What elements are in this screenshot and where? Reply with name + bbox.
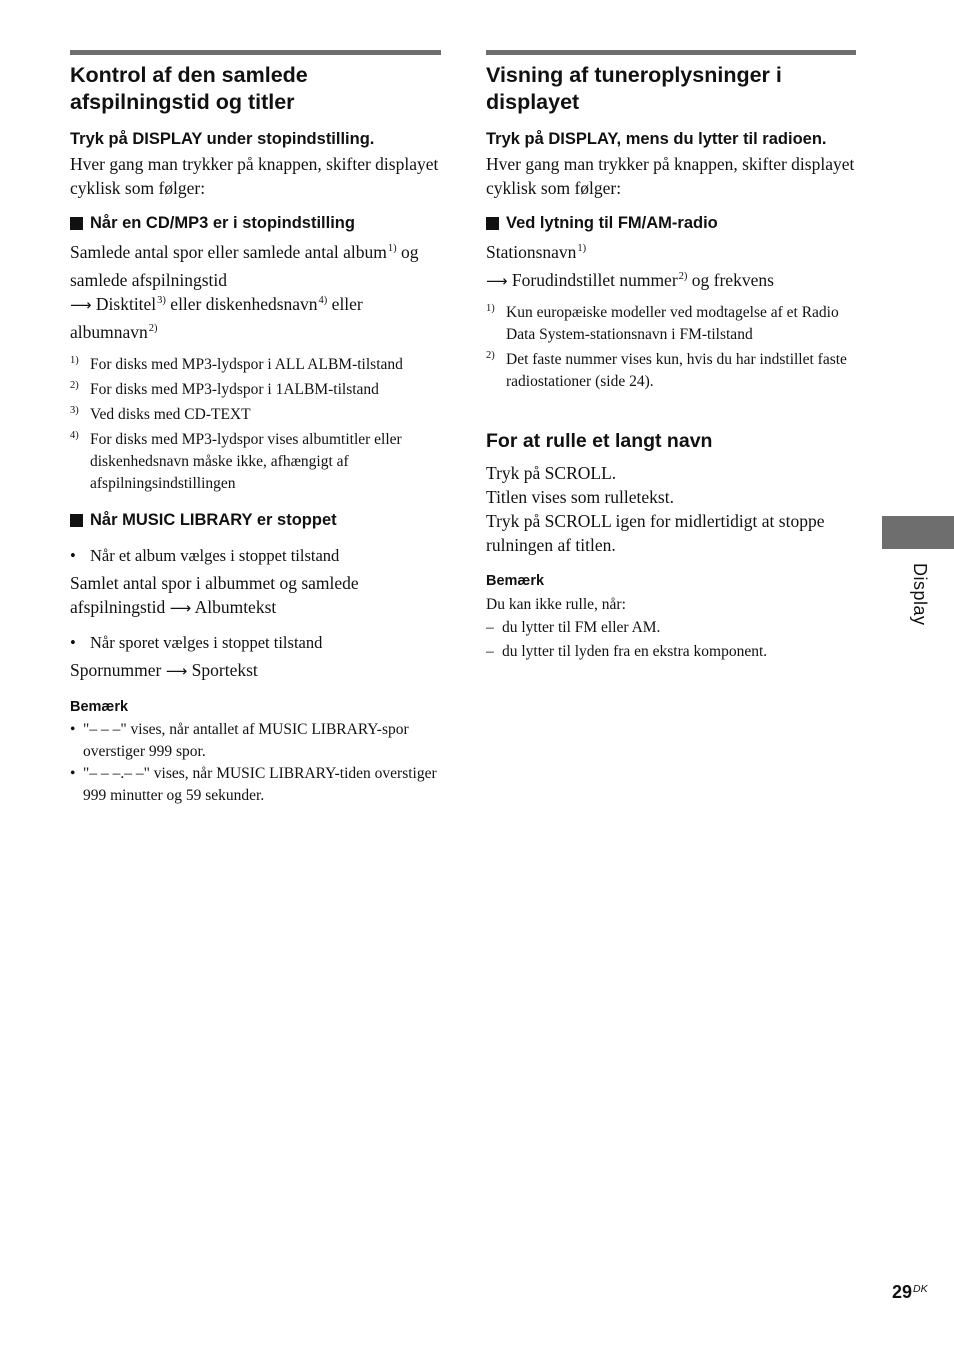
note-item: [70, 763, 441, 807]
dash-icon: –: [486, 643, 494, 660]
footnote-number: 1): [70, 355, 79, 366]
seq-text: Sportekst: [187, 660, 258, 680]
right-instruction: Tryk på DISPLAY, mens du lytter til radioen.: [486, 130, 827, 148]
left-instruction: Tryk på DISPLAY under stopindstilling.: [70, 130, 375, 148]
footnote-text: For disks med MP3-lydspor i ALL ALBM-tilstand: [90, 356, 403, 373]
right-heading: Visning af tuneroplysninger i displayet: [486, 63, 782, 114]
footnote: [70, 354, 441, 376]
left-sub2-seq1: [70, 571, 441, 620]
seq-text: Samlede antal spor eller samlede antal album: [70, 242, 387, 262]
right-sub1-sequence: [486, 240, 856, 296]
list-item: [70, 632, 441, 654]
footnote-text: For disks med MP3-lydspor vises albumtitler eller diskenhedsnavn måske ikke, afhængigt af afspilningsindstillingen: [90, 431, 402, 492]
bullet-icon: •: [70, 546, 76, 565]
footnote-ref: 1): [387, 243, 397, 254]
right-note-title: Bemærk: [486, 573, 545, 589]
footnote-text: Ved disks med CD-TEXT: [90, 406, 251, 423]
left-column: [70, 50, 441, 807]
arrow-icon: ⟶: [169, 599, 192, 617]
footnote-ref: 3): [157, 295, 166, 306]
footnote-text: Kun europæiske modeller ved modtagelse af et Radio Data System-stationsnavn i FM-tilstand: [506, 304, 839, 343]
right-column: [486, 50, 856, 664]
note-item: [486, 616, 856, 640]
footnote-ref: 2): [148, 323, 158, 334]
footnote-number: 2): [486, 350, 495, 361]
square-bullet-icon: [486, 217, 499, 230]
list-item: [70, 545, 441, 567]
list-item-text: Når et album vælges i stoppet tilstand: [90, 546, 340, 565]
arrow-icon: ⟶: [70, 296, 92, 314]
square-bullet-icon: [70, 217, 83, 230]
left-sub1-sequence: [70, 240, 441, 348]
left-footnotes: [70, 354, 441, 495]
seq-text: og frekvens: [687, 270, 774, 290]
bullet-icon: •: [70, 633, 76, 652]
dash-icon: –: [486, 619, 494, 636]
page-number-suffix: DK: [913, 1283, 928, 1295]
left-note-title: Bemærk: [70, 699, 129, 715]
left-sub1-heading: [70, 212, 441, 234]
side-tab-label: Display: [910, 563, 930, 626]
page-number: [892, 1282, 928, 1303]
note-text: du lytter til FM eller AM.: [502, 619, 661, 636]
right-note-intro: Du kan ikke rulle, når:: [486, 596, 626, 613]
scroll-heading: For at rulle et langt navn: [486, 430, 713, 452]
right-sub1-title: Ved lytning til FM/AM-radio: [506, 214, 718, 232]
footnote-number: 3): [70, 405, 79, 416]
left-heading: Kontrol af den samlede afspilningstid og titler: [70, 63, 308, 114]
left-sub2-seq2: [70, 658, 441, 683]
right-sub1-heading: [486, 212, 856, 234]
list-item-text: Når sporet vælges i stoppet tilstand: [90, 633, 323, 652]
side-tab: [882, 516, 954, 549]
left-sub1-title: Når en CD/MP3 er i stopindstilling: [90, 214, 355, 232]
note-text: "– – –" vises, når antallet af MUSIC LIBRARY-spor overstiger 999 spor.: [83, 721, 409, 760]
footnote: [486, 302, 856, 346]
footnote-text: For disks med MP3-lydspor i 1ALBM-tilstand: [90, 381, 379, 398]
seq-text: Spornummer: [70, 660, 166, 680]
bullet-icon: •: [70, 721, 76, 738]
seq-text: Forudindstillet nummer: [507, 270, 678, 290]
right-intro: Hver gang man trykker på knappen, skifter displayet cyklisk som følger:: [486, 154, 855, 198]
left-sub2-title: Når MUSIC LIBRARY er stoppet: [90, 511, 337, 529]
seq-text: eller diskenhedsnavn: [165, 294, 318, 314]
footnote-number: 1): [486, 303, 495, 314]
footnote-number: 4): [70, 430, 79, 441]
footnote: [70, 404, 441, 426]
scroll-line2: Titlen vises som rulletekst.: [486, 487, 674, 507]
seq-text: Albumtekst: [191, 597, 277, 617]
footnote-number: 2): [70, 380, 79, 391]
arrow-icon: ⟶: [165, 662, 188, 680]
seq-text: Stationsnavn: [486, 242, 577, 262]
footnote: [70, 379, 441, 401]
bullet-icon: •: [70, 765, 76, 782]
scroll-line3: Tryk på SCROLL igen for midlertidigt at stoppe rulningen af titlen.: [486, 511, 825, 555]
seq-text: Disktitel: [91, 294, 157, 314]
scroll-line1: Tryk på SCROLL.: [486, 463, 617, 483]
footnote: [70, 429, 441, 495]
seq-text: eller albumnavn: [70, 294, 363, 342]
footnote-ref: 2): [678, 271, 688, 282]
note-text: du lytter til lyden fra en ekstra komponent.: [502, 643, 768, 660]
note-item: [70, 719, 441, 763]
seq-text: og samlede afspilningstid: [70, 242, 419, 290]
note-item: [486, 640, 856, 664]
arrow-icon: ⟶: [486, 272, 508, 290]
seq-text: Samlet antal spor i albummet og samlede afspilningstid: [70, 573, 359, 617]
page-number-value: 29: [892, 1282, 913, 1302]
section-rule: [486, 50, 856, 55]
right-footnotes: [486, 302, 856, 393]
footnote-ref: 4): [318, 295, 328, 306]
square-bullet-icon: [70, 514, 83, 527]
footnote-text: Det faste nummer vises kun, hvis du har indstillet faste radiostationer (side 24).: [506, 351, 847, 390]
note-text: "– – –.– –" vises, når MUSIC LIBRARY-tiden overstiger 999 minutter og 59 sekunder.: [83, 765, 437, 804]
left-sub2-heading: [70, 509, 441, 531]
footnote-ref: 1): [577, 243, 587, 254]
footnote: [486, 349, 856, 393]
section-rule: [70, 50, 441, 55]
left-intro: Hver gang man trykker på knappen, skifter displayet cyklisk som følger:: [70, 154, 439, 198]
